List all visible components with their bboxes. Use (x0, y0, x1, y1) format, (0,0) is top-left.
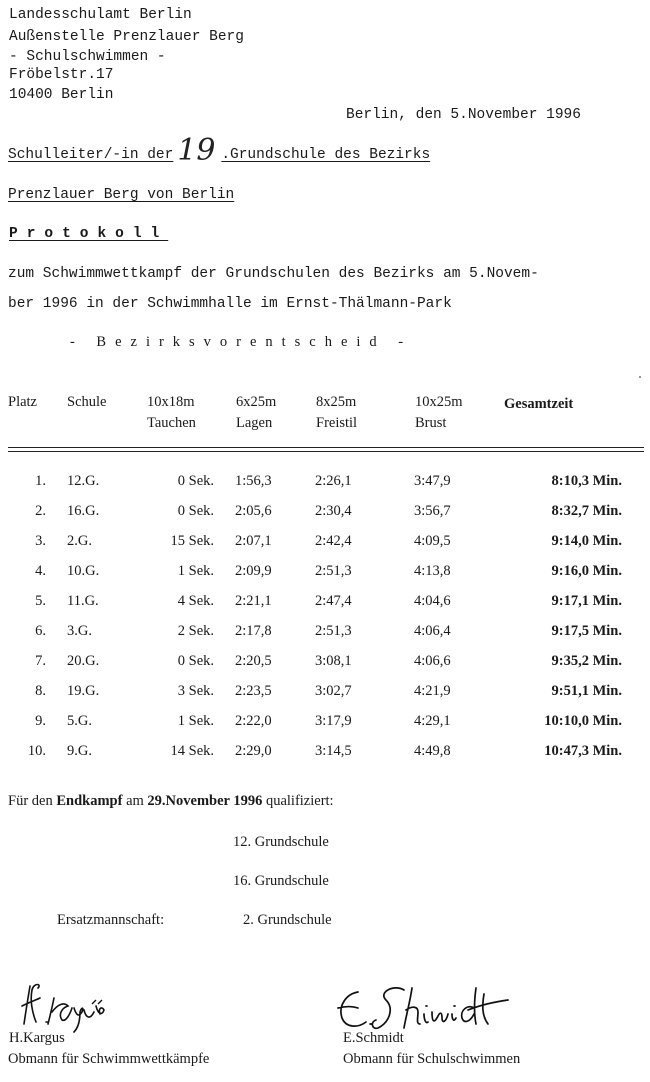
cell-tauchen: 3 Sek. (177, 683, 214, 699)
cell-gesamt: 10:47,3 Min. (544, 743, 622, 759)
sender-line-1: Landesschulamt Berlin (9, 7, 192, 23)
subtitle: - Bezirksvorentscheid - (70, 334, 413, 350)
cell-brust: 4:06,6 (414, 653, 451, 669)
cell-gesamt: 9:35,2 Min. (551, 653, 622, 669)
header-gesamtzeit: Gesamtzeit (504, 396, 574, 412)
cell-freistil: 2:26,1 (315, 473, 352, 489)
cell-gesamt: 9:14,0 Min. (551, 533, 622, 549)
qualified-school-2: 16. Grundschule (233, 873, 329, 889)
ersatz-label: Ersatzmannschaft: (57, 912, 165, 928)
intro-line-1: zum Schwimmwettkampf der Grundschulen des Bezirks am 5.Novem- (8, 266, 539, 282)
qualified-school-1: 12. Grundschule (233, 834, 329, 850)
cell-brust: 4:29,1 (414, 713, 451, 729)
cell-freistil: 2:51,3 (315, 563, 352, 579)
qualification-endkampf: Endkampf (56, 793, 123, 809)
intro-line-2: ber 1996 in der Schwimmhalle im Ernst-Thälmann-Park (8, 296, 452, 312)
cell-schule: 9.G. (67, 743, 92, 759)
header-brust-2: Brust (415, 415, 447, 431)
cell-schule: 5.G. (67, 713, 92, 729)
cell-tauchen: 1 Sek. (177, 563, 214, 579)
ersatz-school: 2. Grundschule (243, 912, 332, 928)
signature-left-role: Obmann für Schwimmwettkämpfe (8, 1051, 210, 1067)
header-brust-1: 10x25m (415, 394, 463, 410)
document-title: Protokoll (9, 226, 169, 242)
table-row (0, 504, 650, 524)
qualification-date: 29.November 1996 (147, 793, 263, 809)
cell-lagen: 2:17,8 (235, 623, 272, 639)
qualification-suffix: qualifiziert: (265, 793, 334, 809)
recipient-suffix: .Grundschule des Bezirks (221, 147, 431, 163)
table-row (0, 624, 650, 644)
table-rule-top (8, 447, 644, 448)
cell-brust: 3:56,7 (414, 503, 451, 519)
signature-left-drawing (18, 978, 118, 1033)
sender-line-2: Außenstelle Prenzlauer Berg (9, 29, 244, 45)
table-row (0, 654, 650, 674)
cell-gesamt: 8:10,3 Min. (551, 473, 622, 489)
cell-platz: 3. (35, 533, 46, 549)
cell-platz: 8. (35, 683, 46, 699)
table-row (0, 684, 650, 704)
header-platz: Platz (8, 394, 37, 410)
recipient-prefix: Schulleiter/-in der (8, 147, 174, 163)
cell-lagen: 2:21,1 (235, 593, 272, 609)
cell-freistil: 3:08,1 (315, 653, 352, 669)
cell-freistil: 2:47,4 (315, 593, 352, 609)
cell-lagen: 2:20,5 (235, 653, 272, 669)
cell-schule: 19.G. (67, 683, 100, 699)
cell-tauchen: 4 Sek. (177, 593, 214, 609)
table-row (0, 474, 650, 494)
cell-tauchen: 0 Sek. (177, 473, 214, 489)
table-row (0, 594, 650, 614)
cell-lagen: 2:05,6 (235, 503, 272, 519)
cell-lagen: 2:09,9 (235, 563, 272, 579)
signature-right-name: E.Schmidt (343, 1030, 404, 1046)
table-row (0, 714, 650, 734)
qualification-line (8, 794, 334, 809)
cell-gesamt: 9:17,5 Min. (551, 623, 622, 639)
cell-platz: 2. (35, 503, 46, 519)
cell-tauchen: 2 Sek. (177, 623, 214, 639)
cell-platz: 6. (35, 623, 46, 639)
sender-line-3: - Schulschwimmen - (9, 49, 166, 65)
qualification-am: am (126, 793, 144, 809)
sender-line-4: Fröbelstr.17 (9, 67, 114, 83)
signature-left-name: H.Kargus (9, 1030, 65, 1046)
signature-right-role: Obmann für Schulschwimmen (343, 1051, 521, 1067)
cell-gesamt: 8:32,7 Min. (551, 503, 622, 519)
cell-freistil: 2:51,3 (315, 623, 352, 639)
qualification-prefix: Für den (8, 793, 53, 809)
date-line: Berlin, den 5.November 1996 (346, 107, 581, 123)
cell-lagen: 2:23,5 (235, 683, 272, 699)
cell-schule: 10.G. (67, 563, 100, 579)
cell-tauchen: 0 Sek. (177, 503, 214, 519)
scan-speck (639, 376, 641, 378)
header-freistil-2: Freistil (316, 415, 358, 431)
cell-brust: 4:09,5 (414, 533, 451, 549)
header-schule: Schule (67, 394, 107, 410)
cell-freistil: 2:42,4 (315, 533, 352, 549)
cell-platz: 5. (35, 593, 46, 609)
sender-line-5: 10400 Berlin (9, 87, 114, 103)
cell-schule: 2.G. (67, 533, 92, 549)
cell-gesamt: 9:17,1 Min. (551, 593, 622, 609)
cell-platz: 10. (27, 743, 46, 759)
header-tauchen-2: Tauchen (147, 415, 196, 431)
cell-tauchen: 0 Sek. (177, 653, 214, 669)
school-number-handwritten: 19 (177, 133, 216, 168)
cell-brust: 4:04,6 (414, 593, 451, 609)
cell-brust: 4:13,8 (414, 563, 451, 579)
cell-freistil: 3:02,7 (315, 683, 352, 699)
cell-gesamt: 9:51,1 Min. (551, 683, 622, 699)
cell-brust: 4:49,8 (414, 743, 451, 759)
cell-tauchen: 1 Sek. (177, 713, 214, 729)
cell-lagen: 2:22,0 (235, 713, 272, 729)
cell-lagen: 2:29,0 (235, 743, 272, 759)
cell-brust: 3:47,9 (414, 473, 451, 489)
header-lagen-1: 6x25m (236, 394, 277, 410)
table-row (0, 564, 650, 584)
cell-freistil: 2:30,4 (315, 503, 352, 519)
cell-freistil: 3:14,5 (315, 743, 352, 759)
cell-tauchen: 14 Sek. (170, 743, 214, 759)
table-row (0, 534, 650, 554)
cell-platz: 4. (35, 563, 46, 579)
cell-lagen: 1:56,3 (235, 473, 272, 489)
recipient-line-2: Prenzlauer Berg von Berlin (8, 187, 235, 203)
cell-gesamt: 9:16,0 Min. (551, 563, 622, 579)
cell-schule: 16.G. (67, 503, 100, 519)
recipient-line-1 (8, 133, 431, 168)
header-lagen-2: Lagen (236, 415, 273, 431)
header-tauchen-1: 10x18m (147, 394, 195, 410)
cell-lagen: 2:07,1 (235, 533, 272, 549)
cell-platz: 7. (35, 653, 46, 669)
signature-right-drawing (328, 978, 528, 1038)
cell-schule: 3.G. (67, 623, 92, 639)
cell-brust: 4:06,4 (414, 623, 451, 639)
cell-schule: 11.G. (67, 593, 99, 609)
cell-tauchen: 15 Sek. (170, 533, 214, 549)
table-rule-bottom (8, 451, 644, 452)
cell-brust: 4:21,9 (414, 683, 451, 699)
cell-freistil: 3:17,9 (315, 713, 352, 729)
header-freistil-1: 8x25m (316, 394, 357, 410)
cell-gesamt: 10:10,0 Min. (544, 713, 622, 729)
table-row (0, 744, 650, 764)
cell-platz: 9. (35, 713, 46, 729)
cell-platz: 1. (35, 473, 46, 489)
cell-schule: 12.G. (67, 473, 100, 489)
cell-schule: 20.G. (67, 653, 100, 669)
